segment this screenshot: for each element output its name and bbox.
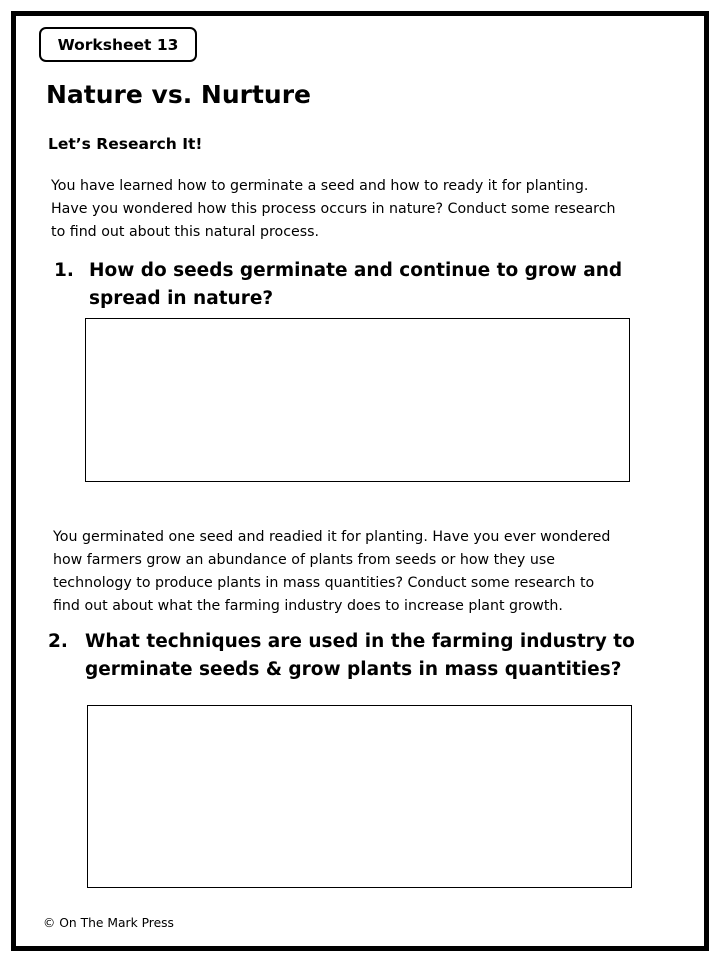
- question-2-number: 2.: [48, 631, 68, 652]
- intro-paragraph: [51, 175, 671, 244]
- copyright-footer: © On The Mark Press: [43, 916, 174, 930]
- question-1-line: How do seeds germinate and continue to grow and: [89, 260, 623, 281]
- question-1-text: [89, 257, 622, 313]
- answer-box-1[interactable]: [85, 318, 630, 482]
- question-1-number: 1.: [54, 260, 74, 281]
- answer-box-2[interactable]: [87, 705, 632, 888]
- intro-line: Have you wondered how this process occurs in nature? Conduct some research: [51, 201, 616, 217]
- second-paragraph-line: technology to produce plants in mass quantities? Conduct some research to: [53, 575, 595, 591]
- intro-line: to find out about this natural process.: [51, 224, 320, 240]
- question-2-text: [85, 628, 635, 684]
- second-paragraph: [53, 526, 673, 618]
- worksheet-label: [39, 27, 197, 62]
- question-2-line: germinate seeds & grow plants in mass quantities?: [85, 659, 622, 680]
- page-title: Nature vs. Nurture: [46, 80, 311, 109]
- section-heading: Let’s Research It!: [48, 135, 203, 153]
- intro-line: You have learned how to germinate a seed and how to ready it for planting.: [51, 178, 589, 194]
- second-paragraph-line: how farmers grow an abundance of plants from seeds or how they use: [53, 552, 555, 568]
- second-paragraph-line: find out about what the farming industry does to increase plant growth.: [53, 598, 563, 614]
- question-1: [54, 257, 622, 313]
- second-paragraph-line: You germinated one seed and readied it for planting. Have you ever wondered: [53, 529, 611, 545]
- question-1-line: spread in nature?: [89, 288, 274, 309]
- worksheet-label-text: Worksheet 13: [57, 35, 179, 54]
- question-2: [48, 628, 635, 684]
- question-2-line: What techniques are used in the farming industry to: [85, 631, 635, 652]
